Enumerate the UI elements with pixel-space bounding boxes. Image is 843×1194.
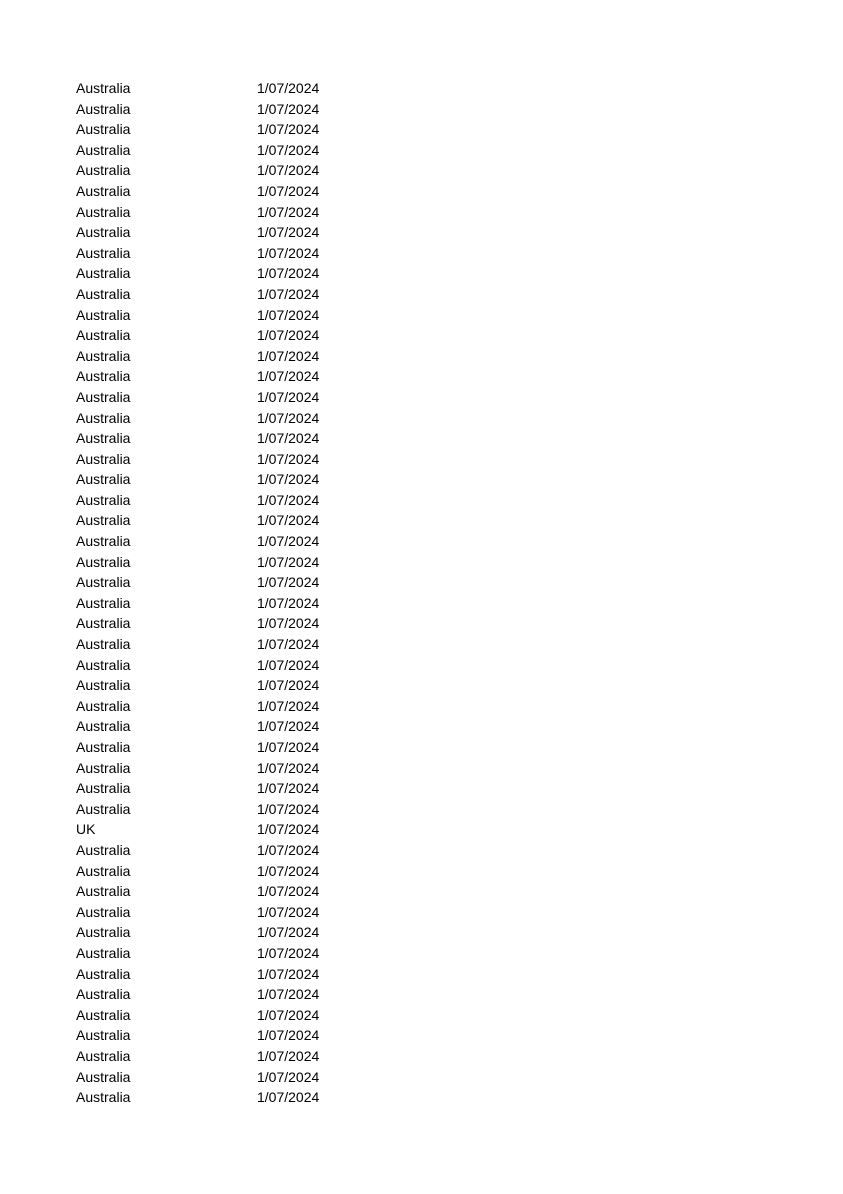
table-row — [76, 510, 416, 531]
country-cell: Australia — [76, 883, 131, 900]
table-row — [76, 325, 416, 346]
date-cell: 1/07/2024 — [257, 100, 320, 117]
table-row — [76, 984, 416, 1005]
date-cell: 1/07/2024 — [257, 636, 320, 653]
country-cell: Australia — [76, 841, 131, 858]
date-cell: 1/07/2024 — [257, 841, 320, 858]
country-cell: Australia — [76, 677, 131, 694]
country-cell: Australia — [76, 430, 131, 447]
table-row — [76, 428, 416, 449]
table-row — [76, 490, 416, 511]
table-row — [76, 613, 416, 634]
table-row — [76, 305, 416, 326]
country-cell: Australia — [76, 450, 131, 467]
table-row — [76, 366, 416, 387]
country-cell: Australia — [76, 1027, 131, 1044]
table-row — [76, 552, 416, 573]
country-cell: Australia — [76, 1068, 131, 1085]
date-cell: 1/07/2024 — [257, 1089, 320, 1106]
table-row — [76, 675, 416, 696]
date-cell: 1/07/2024 — [257, 121, 320, 138]
date-cell: 1/07/2024 — [257, 224, 320, 241]
country-cell: Australia — [76, 903, 131, 920]
table-row — [76, 943, 416, 964]
table-row — [76, 634, 416, 655]
table-row — [76, 469, 416, 490]
table-row — [76, 593, 416, 614]
table-row — [76, 758, 416, 779]
country-cell: Australia — [76, 224, 131, 241]
table-row — [76, 78, 416, 99]
table-row — [76, 922, 416, 943]
table-row — [76, 140, 416, 161]
date-cell: 1/07/2024 — [257, 862, 320, 879]
date-cell: 1/07/2024 — [257, 512, 320, 529]
table-row — [76, 243, 416, 264]
table-row — [76, 1046, 416, 1067]
country-cell: Australia — [76, 574, 131, 591]
table-row — [76, 263, 416, 284]
table-row — [76, 861, 416, 882]
date-cell: 1/07/2024 — [257, 162, 320, 179]
date-cell: 1/07/2024 — [257, 265, 320, 282]
country-cell: Australia — [76, 944, 131, 961]
country-cell: Australia — [76, 553, 131, 570]
country-cell: Australia — [76, 162, 131, 179]
country-cell: Australia — [76, 409, 131, 426]
country-cell: Australia — [76, 1047, 131, 1064]
date-cell: 1/07/2024 — [257, 553, 320, 570]
table-row — [76, 1067, 416, 1088]
table-row — [76, 387, 416, 408]
country-cell: Australia — [76, 80, 131, 96]
table-row — [76, 1087, 416, 1108]
country-cell: Australia — [76, 1089, 131, 1106]
table-row — [76, 819, 416, 840]
date-cell: 1/07/2024 — [257, 924, 320, 941]
date-cell: 1/07/2024 — [257, 347, 320, 364]
date-cell: 1/07/2024 — [257, 244, 320, 261]
date-cell: 1/07/2024 — [257, 368, 320, 385]
table-row — [76, 119, 416, 140]
country-cell: Australia — [76, 965, 131, 982]
date-cell: 1/07/2024 — [257, 80, 320, 96]
date-cell: 1/07/2024 — [257, 1047, 320, 1064]
country-cell: Australia — [76, 636, 131, 653]
country-cell: Australia — [76, 697, 131, 714]
country-cell: Australia — [76, 388, 131, 405]
date-cell: 1/07/2024 — [257, 388, 320, 405]
date-cell: 1/07/2024 — [257, 615, 320, 632]
date-cell: 1/07/2024 — [257, 821, 320, 838]
table-row — [76, 99, 416, 120]
table-row — [76, 655, 416, 676]
date-cell: 1/07/2024 — [257, 409, 320, 426]
country-cell: Australia — [76, 1006, 131, 1023]
date-cell: 1/07/2024 — [257, 182, 320, 199]
country-cell: Australia — [76, 739, 131, 755]
table-row — [76, 964, 416, 985]
table-row — [76, 531, 416, 552]
country-cell: Australia — [76, 100, 131, 117]
date-cell: 1/07/2024 — [257, 883, 320, 900]
country-cell: Australia — [76, 780, 131, 797]
table-row — [76, 778, 416, 799]
table-row — [76, 902, 416, 923]
table-row — [76, 716, 416, 737]
country-cell: Australia — [76, 141, 131, 158]
country-cell: Australia — [76, 512, 131, 529]
table-row — [76, 284, 416, 305]
date-cell: 1/07/2024 — [257, 677, 320, 694]
table-row — [76, 408, 416, 429]
country-cell: Australia — [76, 182, 131, 199]
country-cell: Australia — [76, 121, 131, 138]
table-row — [76, 202, 416, 223]
country-cell: Australia — [76, 986, 131, 1003]
country-cell: Australia — [76, 800, 131, 817]
country-cell: Australia — [76, 718, 131, 735]
table-row — [76, 222, 416, 243]
country-cell: Australia — [76, 244, 131, 261]
table-row — [76, 696, 416, 717]
date-cell: 1/07/2024 — [257, 986, 320, 1003]
date-cell: 1/07/2024 — [257, 697, 320, 714]
date-cell: 1/07/2024 — [257, 491, 320, 508]
date-cell: 1/07/2024 — [257, 141, 320, 158]
country-cell: Australia — [76, 924, 131, 941]
country-cell: Australia — [76, 491, 131, 508]
date-cell: 1/07/2024 — [257, 1006, 320, 1023]
country-cell: Australia — [76, 615, 131, 632]
date-cell: 1/07/2024 — [257, 759, 320, 776]
date-cell: 1/07/2024 — [257, 780, 320, 797]
data-table — [76, 78, 416, 1108]
date-cell: 1/07/2024 — [257, 656, 320, 673]
table-row — [76, 881, 416, 902]
table-row — [76, 449, 416, 470]
table-row — [76, 1005, 416, 1026]
date-cell: 1/07/2024 — [257, 574, 320, 591]
date-cell: 1/07/2024 — [257, 718, 320, 735]
table-row — [76, 840, 416, 861]
country-cell: Australia — [76, 327, 131, 344]
date-cell: 1/07/2024 — [257, 471, 320, 488]
date-cell: 1/07/2024 — [257, 203, 320, 220]
date-cell: 1/07/2024 — [257, 965, 320, 982]
date-cell: 1/07/2024 — [257, 903, 320, 920]
country-cell: Australia — [76, 656, 131, 673]
date-cell: 1/07/2024 — [257, 450, 320, 467]
country-cell: Australia — [76, 265, 131, 282]
date-cell: 1/07/2024 — [257, 306, 320, 323]
country-cell: Australia — [76, 203, 131, 220]
date-cell: 1/07/2024 — [257, 533, 320, 550]
country-cell: Australia — [76, 306, 131, 323]
country-cell: Australia — [76, 533, 131, 550]
table-row — [76, 737, 416, 758]
table-row — [76, 181, 416, 202]
country-cell: Australia — [76, 285, 131, 302]
country-cell: Australia — [76, 862, 131, 879]
country-cell: Australia — [76, 759, 131, 776]
country-cell: Australia — [76, 471, 131, 488]
table-row — [76, 346, 416, 367]
country-cell: Australia — [76, 347, 131, 364]
date-cell: 1/07/2024 — [257, 944, 320, 961]
table-row — [76, 572, 416, 593]
date-cell: 1/07/2024 — [257, 285, 320, 302]
date-cell: 1/07/2024 — [257, 800, 320, 817]
table-row — [76, 160, 416, 181]
date-cell: 1/07/2024 — [257, 739, 320, 755]
country-cell: Australia — [76, 594, 131, 611]
date-cell: 1/07/2024 — [257, 594, 320, 611]
date-cell: 1/07/2024 — [257, 327, 320, 344]
date-cell: 1/07/2024 — [257, 1068, 320, 1085]
date-cell: 1/07/2024 — [257, 1027, 320, 1044]
date-cell: 1/07/2024 — [257, 430, 320, 447]
country-cell: UK — [76, 821, 96, 838]
table-row — [76, 1025, 416, 1046]
table-row — [76, 799, 416, 820]
country-cell: Australia — [76, 368, 131, 385]
